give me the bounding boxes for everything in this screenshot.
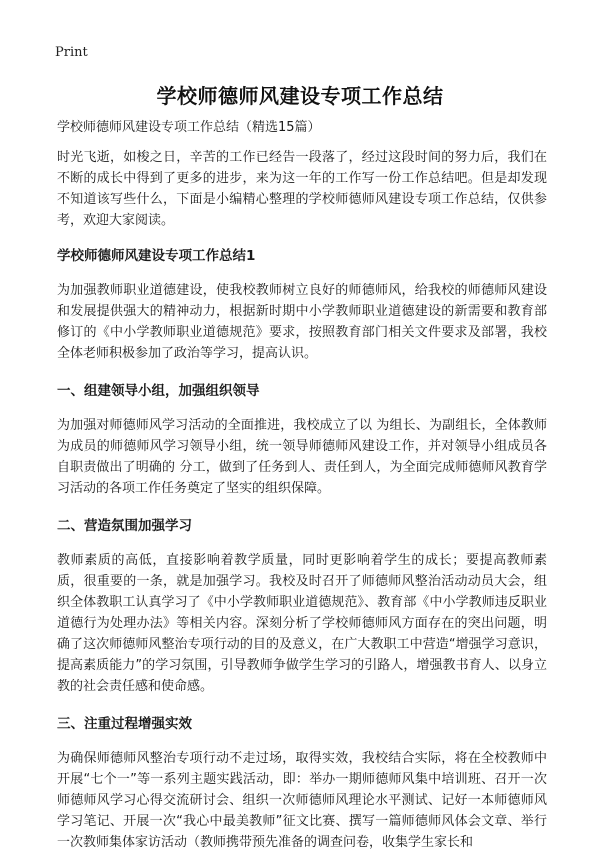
section-paragraph-3: 教师素质的高低，直接影响着教学质量，同时更影响着学生的成长；要提高教师素质，很重要的一条，就是加强学习。我校及时召开了师德师风整治活动动员大会，组织全体教职工认真学习了《中小学教师职业道德规范》、教育部《中小学教师违反职业道德行为处理办法》等相关内容。深刻分析了学校师德师风方面存在的突出问题，明确了这次师德师风整治专项行动的目的及意义，在广大教职工中营造“增强学习意识，提高素质能力”的学习氛围，引导教师争做学生学习的引路人，增强教书育人、以身立教的社会责任感和使命感。 [57, 553, 547, 694]
intro-paragraph: 时光飞逝，如梭之日，辛苦的工作已经告一段落了，经过这段时间的努力后，我们在不断的成长中得到了更多的进步，来为这一年的工作写一份工作总结吧。但是却发现不知道该写些什么，下面是小编精心整理的学校师德师风建设专项工作总结，仅供参考，欢迎大家阅读。 [57, 150, 547, 228]
section-heading-1: 学校师德师风建设专项工作总结1 [57, 248, 256, 264]
page-title: 学校师德师风建设专项工作总结 [156, 84, 444, 108]
print-link[interactable]: Print [55, 45, 88, 60]
section-heading-3: 二、营造氛围加强学习 [57, 518, 192, 534]
section-paragraph-1: 为加强教师职业道德建设，使我校教师树立良好的师德师风，给我校的师德师风建设和发展提供强大的精神动力，根据新时期中小学教师职业道德建设的新需要和教育部修订的《中小学教师职业道德规范》要求，按照教育部门相关文件要求及部署，我校全体老师积极参加了政治等学习，提高认识。 [57, 283, 547, 361]
section-paragraph-2: 为加强对师德师风学习活动的全面推进，我校成立了以 为组长、为副组长，全体教师为成员的师德师风学习领导小组，统一领导师德师风建设工作，并对领导小组成员各自职责做出了明确的 分工，做到了任务到人、责任到人，为全面完成师德师风教育学习活动的各项工作任务奠定了坚实的组织保障。 [57, 418, 547, 496]
section-heading-4: 三、注重过程增强实效 [57, 716, 192, 732]
section-heading-2: 一、组建领导小组，加强组织领导 [57, 383, 260, 399]
document-body [57, 117, 547, 853]
section-paragraph-4: 为确保师德师风整治专项行动不走过场，取得实效，我校结合实际，将在全校教师中开展“七个一”等一系列主题实践活动，即：举办一期师德师风集中培训班、召开一次师德师风学习心得交流研讨会、组织一次师德师风理论水平测试、记好一本师德师风学习笔记、开展一次“我心中最美教师”征文比赛、撰写一篇师德师风体会文章、举行一次教师集体家访活动（教师携带预先准备的调查问卷，收集学生家长和 [57, 751, 547, 850]
document-subtitle: 学校师德师风建设专项工作总结（精选15篇） [57, 120, 321, 135]
